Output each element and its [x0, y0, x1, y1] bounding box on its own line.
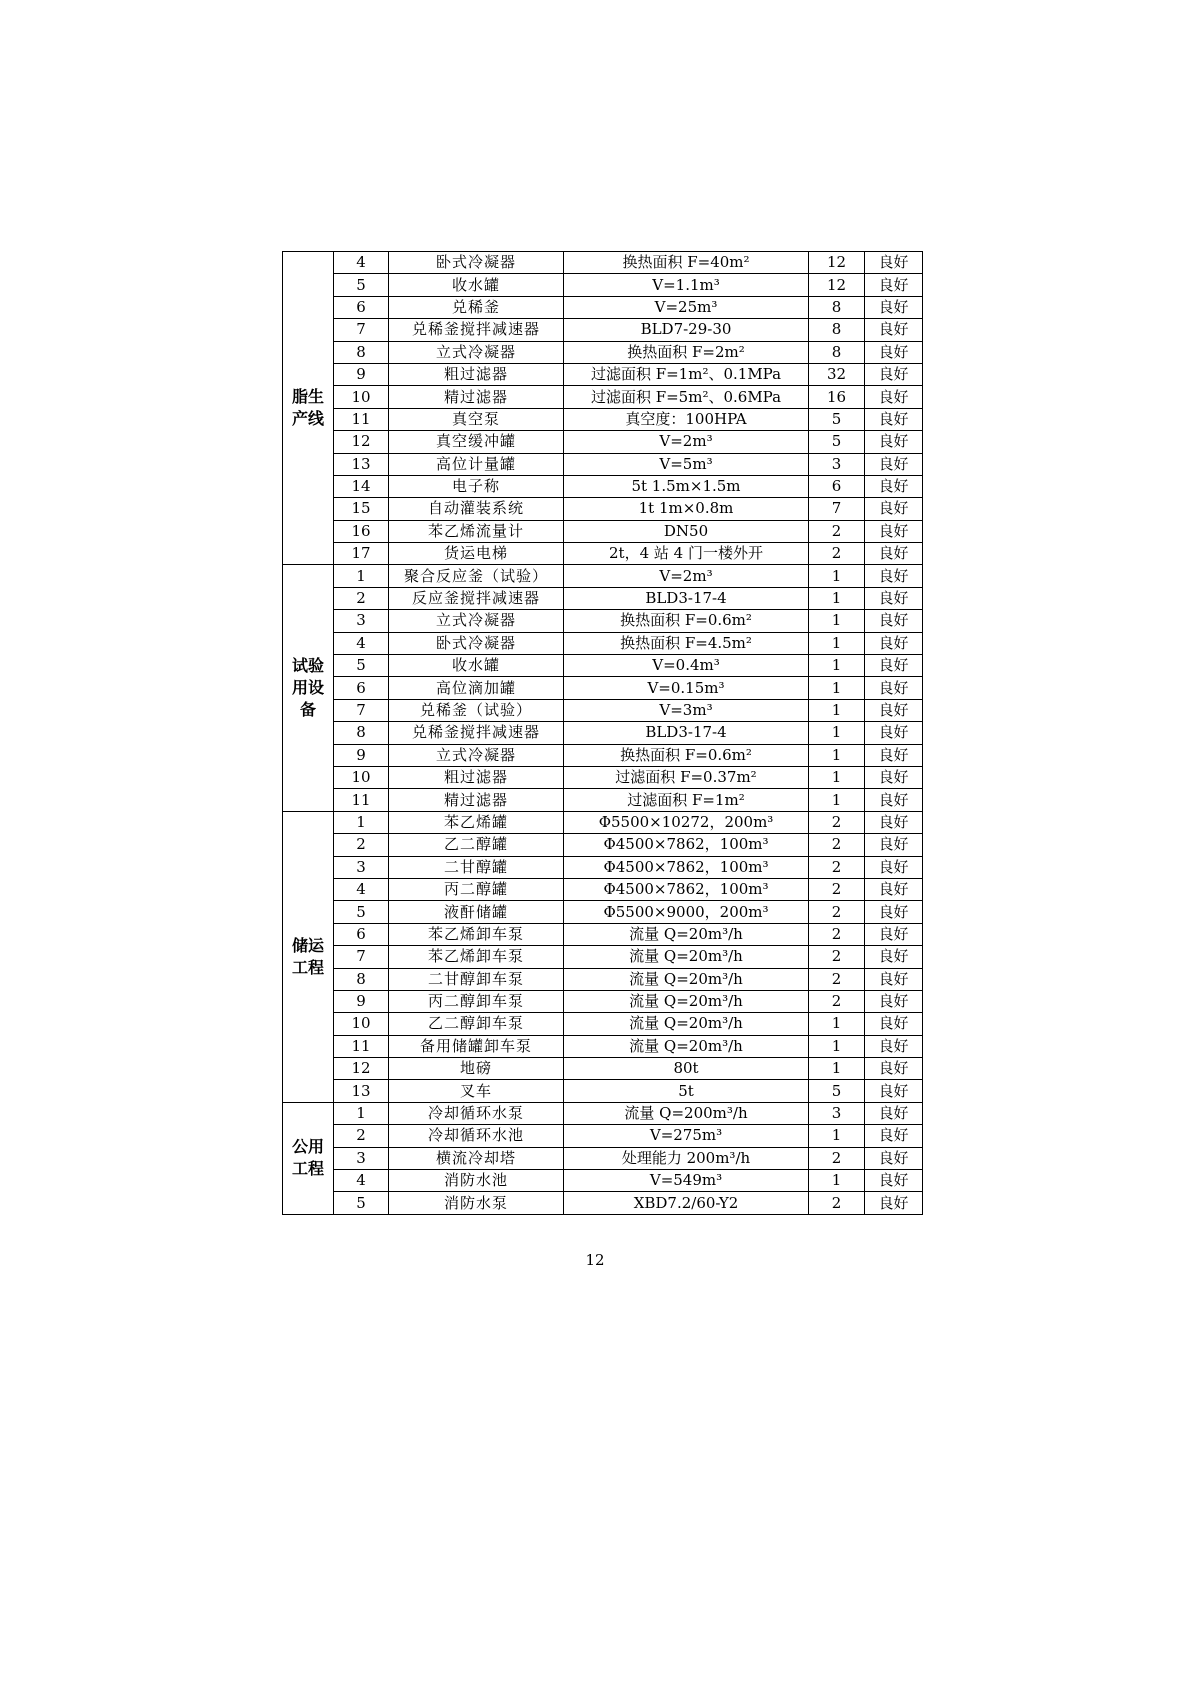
- specification: V=0.15m³: [564, 677, 809, 699]
- table-row: [283, 252, 923, 274]
- equipment-name: 消防水泵: [389, 1192, 564, 1214]
- row-number: 16: [334, 520, 389, 542]
- group-label: [283, 252, 334, 565]
- equipment-name: 卧式冷凝器: [389, 632, 564, 654]
- table-row: [283, 386, 923, 408]
- table-row: [283, 408, 923, 430]
- row-number: 10: [334, 766, 389, 788]
- equipment-name: 立式冷凝器: [389, 610, 564, 632]
- row-number: 9: [334, 363, 389, 385]
- quantity: 8: [809, 296, 865, 318]
- specification: V=2m³: [564, 431, 809, 453]
- table-row: [283, 699, 923, 721]
- quantity: 12: [809, 252, 865, 274]
- quantity: 32: [809, 363, 865, 385]
- table-row: [283, 1125, 923, 1147]
- row-number: 2: [334, 587, 389, 609]
- table-row: [283, 811, 923, 833]
- quantity: 12: [809, 274, 865, 296]
- quantity: 1: [809, 655, 865, 677]
- specification: XBD7.2/60-Y2: [564, 1192, 809, 1214]
- specification: 5t 1.5m×1.5m: [564, 475, 809, 497]
- row-number: 10: [334, 386, 389, 408]
- row-number: 7: [334, 946, 389, 968]
- quantity: 1: [809, 722, 865, 744]
- quantity: 1: [809, 1058, 865, 1080]
- equipment-name: 高位计量罐: [389, 453, 564, 475]
- condition: 良好: [865, 587, 923, 609]
- row-number: 1: [334, 1102, 389, 1124]
- specification: 流量 Q=20m³/h: [564, 923, 809, 945]
- quantity: 5: [809, 408, 865, 430]
- equipment-name: 乙二醇卸车泵: [389, 1013, 564, 1035]
- row-number: 12: [334, 431, 389, 453]
- row-number: 10: [334, 1013, 389, 1035]
- table-row: [283, 946, 923, 968]
- table-row: [283, 923, 923, 945]
- condition: 良好: [865, 968, 923, 990]
- row-number: 15: [334, 498, 389, 520]
- equipment-name: 粗过滤器: [389, 363, 564, 385]
- condition: 良好: [865, 1170, 923, 1192]
- equipment-name: 乙二醇罐: [389, 834, 564, 856]
- quantity: 2: [809, 520, 865, 542]
- condition: 良好: [865, 610, 923, 632]
- condition: 良好: [865, 632, 923, 654]
- specification: 1t 1m×0.8m: [564, 498, 809, 520]
- table-row: [283, 901, 923, 923]
- row-number: 7: [334, 699, 389, 721]
- page-number: 12: [585, 1251, 605, 1269]
- equipment-name: 横流冷却塔: [389, 1147, 564, 1169]
- condition: 良好: [865, 1080, 923, 1102]
- table-row: [283, 968, 923, 990]
- quantity: 1: [809, 1035, 865, 1057]
- specification: V=275m³: [564, 1125, 809, 1147]
- table-row: [283, 834, 923, 856]
- table-row: [283, 296, 923, 318]
- row-number: 4: [334, 252, 389, 274]
- equipment-name: 苯乙烯罐: [389, 811, 564, 833]
- table-row: [283, 1080, 923, 1102]
- quantity: 6: [809, 475, 865, 497]
- condition: 良好: [865, 766, 923, 788]
- condition: 良好: [865, 1192, 923, 1214]
- condition: 良好: [865, 1035, 923, 1057]
- quantity: 2: [809, 1147, 865, 1169]
- quantity: 3: [809, 1102, 865, 1124]
- equipment-name: 冷却循环水泵: [389, 1102, 564, 1124]
- group-label-text: 储运工程: [291, 935, 324, 977]
- group-label: [283, 811, 334, 1102]
- condition: 良好: [865, 834, 923, 856]
- quantity: 1: [809, 1013, 865, 1035]
- row-number: 4: [334, 1170, 389, 1192]
- equipment-name: 兑稀釜（试验）: [389, 699, 564, 721]
- row-number: 3: [334, 610, 389, 632]
- equipment-name: 反应釜搅拌减速器: [389, 587, 564, 609]
- condition: 良好: [865, 722, 923, 744]
- condition: 良好: [865, 1013, 923, 1035]
- quantity: 2: [809, 901, 865, 923]
- condition: 良好: [865, 811, 923, 833]
- table-row: [283, 677, 923, 699]
- specification: Φ5500×9000，200m³: [564, 901, 809, 923]
- quantity: 2: [809, 811, 865, 833]
- table-row: [283, 274, 923, 296]
- row-number: 11: [334, 1035, 389, 1057]
- specification: Φ5500×10272，200m³: [564, 811, 809, 833]
- equipment-name: 收水罐: [389, 274, 564, 296]
- quantity: 1: [809, 565, 865, 587]
- specification: DN50: [564, 520, 809, 542]
- table-row: [283, 363, 923, 385]
- quantity: 2: [809, 543, 865, 565]
- table-row: [283, 990, 923, 1012]
- table-row: [283, 341, 923, 363]
- specification: 流量 Q=20m³/h: [564, 990, 809, 1012]
- condition: 良好: [865, 475, 923, 497]
- row-number: 11: [334, 789, 389, 811]
- row-number: 11: [334, 408, 389, 430]
- table-row: [283, 1102, 923, 1124]
- specification: V=1.1m³: [564, 274, 809, 296]
- table-row: [283, 744, 923, 766]
- row-number: 6: [334, 677, 389, 699]
- condition: 良好: [865, 453, 923, 475]
- equipment-name: 收水罐: [389, 655, 564, 677]
- equipment-name: 二甘醇卸车泵: [389, 968, 564, 990]
- table-row: [283, 655, 923, 677]
- row-number: 9: [334, 744, 389, 766]
- condition: 良好: [865, 363, 923, 385]
- equipment-name: 精过滤器: [389, 789, 564, 811]
- quantity: 1: [809, 1125, 865, 1147]
- specification: 流量 Q=20m³/h: [564, 1013, 809, 1035]
- specification: 换热面积 F=0.6m²: [564, 744, 809, 766]
- quantity: 1: [809, 632, 865, 654]
- condition: 良好: [865, 386, 923, 408]
- specification: Φ4500×7862，100m³: [564, 834, 809, 856]
- equipment-name: 兑稀釜: [389, 296, 564, 318]
- table-row: [283, 722, 923, 744]
- condition: 良好: [865, 744, 923, 766]
- equipment-name: 真空泵: [389, 408, 564, 430]
- row-number: 17: [334, 543, 389, 565]
- table-row: [283, 766, 923, 788]
- condition: 良好: [865, 296, 923, 318]
- equipment-name: 精过滤器: [389, 386, 564, 408]
- row-number: 2: [334, 834, 389, 856]
- quantity: 2: [809, 968, 865, 990]
- row-number: 5: [334, 901, 389, 923]
- table-row: [283, 1035, 923, 1057]
- specification: V=2m³: [564, 565, 809, 587]
- table-row: [283, 1170, 923, 1192]
- condition: 良好: [865, 520, 923, 542]
- table-row: [283, 498, 923, 520]
- quantity: 1: [809, 744, 865, 766]
- specification: V=5m³: [564, 453, 809, 475]
- specification: 流量 Q=20m³/h: [564, 968, 809, 990]
- specification: 处理能力 200m³/h: [564, 1147, 809, 1169]
- condition: 良好: [865, 946, 923, 968]
- table-row: [283, 610, 923, 632]
- equipment-name: 兑稀釜搅拌减速器: [389, 722, 564, 744]
- table-row: [283, 789, 923, 811]
- quantity: 8: [809, 341, 865, 363]
- specification: 流量 Q=200m³/h: [564, 1102, 809, 1124]
- quantity: 1: [809, 766, 865, 788]
- condition: 良好: [865, 274, 923, 296]
- group-label-text: 脂生产线: [291, 387, 324, 429]
- table-row: [283, 1192, 923, 1214]
- quantity: 1: [809, 699, 865, 721]
- quantity: 1: [809, 1170, 865, 1192]
- row-number: 6: [334, 923, 389, 945]
- equipment-name: 高位滴加罐: [389, 677, 564, 699]
- quantity: 1: [809, 587, 865, 609]
- table-row: [283, 1147, 923, 1169]
- condition: 良好: [865, 856, 923, 878]
- condition: 良好: [865, 252, 923, 274]
- row-number: 13: [334, 453, 389, 475]
- equipment-name: 苯乙烯流量计: [389, 520, 564, 542]
- specification: Φ4500×7862，100m³: [564, 856, 809, 878]
- specification: V=549m³: [564, 1170, 809, 1192]
- quantity: 5: [809, 1080, 865, 1102]
- row-number: 2: [334, 1125, 389, 1147]
- specification: 流量 Q=20m³/h: [564, 1035, 809, 1057]
- condition: 良好: [865, 1147, 923, 1169]
- table-row: [283, 1013, 923, 1035]
- equipment-name: 兑稀釜搅拌减速器: [389, 319, 564, 341]
- table-row: [283, 565, 923, 587]
- equipment-name: 丙二醇罐: [389, 878, 564, 900]
- condition: 良好: [865, 789, 923, 811]
- specification: Φ4500×7862，100m³: [564, 878, 809, 900]
- row-number: 8: [334, 341, 389, 363]
- specification: V=25m³: [564, 296, 809, 318]
- row-number: 5: [334, 1192, 389, 1214]
- quantity: 2: [809, 856, 865, 878]
- equipment-name: 苯乙烯卸车泵: [389, 923, 564, 945]
- quantity: 16: [809, 386, 865, 408]
- specification: BLD3-17-4: [564, 587, 809, 609]
- row-number: 14: [334, 475, 389, 497]
- row-number: 9: [334, 990, 389, 1012]
- condition: 良好: [865, 319, 923, 341]
- row-number: 3: [334, 1147, 389, 1169]
- condition: 良好: [865, 878, 923, 900]
- group-label: [283, 1102, 334, 1214]
- table-row: [283, 543, 923, 565]
- condition: 良好: [865, 498, 923, 520]
- condition: 良好: [865, 1102, 923, 1124]
- quantity: 7: [809, 498, 865, 520]
- specification: V=3m³: [564, 699, 809, 721]
- equipment-name: 地磅: [389, 1058, 564, 1080]
- equipment-name: 立式冷凝器: [389, 744, 564, 766]
- condition: 良好: [865, 408, 923, 430]
- specification: 过滤面积 F=0.37m²: [564, 766, 809, 788]
- quantity: 2: [809, 1192, 865, 1214]
- equipment-name: 卧式冷凝器: [389, 252, 564, 274]
- row-number: 4: [334, 632, 389, 654]
- equipment-name: 聚合反应釜（试验）: [389, 565, 564, 587]
- quantity: 1: [809, 610, 865, 632]
- equipment-name: 冷却循环水池: [389, 1125, 564, 1147]
- equipment-name: 真空缓冲罐: [389, 431, 564, 453]
- row-number: 12: [334, 1058, 389, 1080]
- quantity: 2: [809, 946, 865, 968]
- specification: 5t: [564, 1080, 809, 1102]
- quantity: 5: [809, 431, 865, 453]
- group-label: [283, 565, 334, 811]
- quantity: 8: [809, 319, 865, 341]
- specification: 流量 Q=20m³/h: [564, 946, 809, 968]
- equipment-name: 自动灌装系统: [389, 498, 564, 520]
- row-number: 13: [334, 1080, 389, 1102]
- row-number: 8: [334, 968, 389, 990]
- condition: 良好: [865, 990, 923, 1012]
- row-number: 1: [334, 565, 389, 587]
- quantity: 2: [809, 923, 865, 945]
- condition: 良好: [865, 341, 923, 363]
- table-row: [283, 319, 923, 341]
- specification: 真空度：100HPA: [564, 408, 809, 430]
- group-label-text: 试验用设备: [291, 656, 324, 720]
- row-number: 6: [334, 296, 389, 318]
- specification: 换热面积 F=0.6m²: [564, 610, 809, 632]
- quantity: 1: [809, 789, 865, 811]
- equipment-name: 立式冷凝器: [389, 341, 564, 363]
- condition: 良好: [865, 901, 923, 923]
- equipment-name: 液酐储罐: [389, 901, 564, 923]
- equipment-name: 丙二醇卸车泵: [389, 990, 564, 1012]
- table-row: [283, 632, 923, 654]
- row-number: 5: [334, 655, 389, 677]
- quantity: 1: [809, 677, 865, 699]
- table-row: [283, 587, 923, 609]
- table-row: [283, 856, 923, 878]
- condition: 良好: [865, 431, 923, 453]
- condition: 良好: [865, 1125, 923, 1147]
- row-number: 4: [334, 878, 389, 900]
- specification: 过滤面积 F=1m²: [564, 789, 809, 811]
- condition: 良好: [865, 543, 923, 565]
- row-number: 5: [334, 274, 389, 296]
- row-number: 1: [334, 811, 389, 833]
- equipment-name: 消防水池: [389, 1170, 564, 1192]
- row-number: 3: [334, 856, 389, 878]
- quantity: 2: [809, 834, 865, 856]
- equipment-name: 粗过滤器: [389, 766, 564, 788]
- condition: 良好: [865, 923, 923, 945]
- equipment-name: 备用储罐卸车泵: [389, 1035, 564, 1057]
- table-row: [283, 878, 923, 900]
- specification: 换热面积 F=4.5m²: [564, 632, 809, 654]
- specification: 换热面积 F=40m²: [564, 252, 809, 274]
- table-row: [283, 475, 923, 497]
- condition: 良好: [865, 565, 923, 587]
- specification: 80t: [564, 1058, 809, 1080]
- specification: 换热面积 F=2m²: [564, 341, 809, 363]
- quantity: 3: [809, 453, 865, 475]
- row-number: 8: [334, 722, 389, 744]
- specification: 过滤面积 F=5m²、0.6MPa: [564, 386, 809, 408]
- condition: 良好: [865, 1058, 923, 1080]
- condition: 良好: [865, 677, 923, 699]
- specification: BLD3-17-4: [564, 722, 809, 744]
- equipment-table: [282, 251, 923, 1215]
- condition: 良好: [865, 655, 923, 677]
- specification: BLD7-29-30: [564, 319, 809, 341]
- quantity: 2: [809, 878, 865, 900]
- specification: 2t，4 站 4 门一楼外开: [564, 543, 809, 565]
- equipment-name: 二甘醇罐: [389, 856, 564, 878]
- equipment-name: 货运电梯: [389, 543, 564, 565]
- table-row: [283, 520, 923, 542]
- specification: V=0.4m³: [564, 655, 809, 677]
- group-label-text: 公用工程: [291, 1137, 324, 1179]
- equipment-name: 苯乙烯卸车泵: [389, 946, 564, 968]
- table-row: [283, 453, 923, 475]
- row-number: 7: [334, 319, 389, 341]
- table-row: [283, 1058, 923, 1080]
- quantity: 2: [809, 990, 865, 1012]
- equipment-name: 电子称: [389, 475, 564, 497]
- condition: 良好: [865, 699, 923, 721]
- equipment-name: 叉车: [389, 1080, 564, 1102]
- table-row: [283, 431, 923, 453]
- specification: 过滤面积 F=1m²、0.1MPa: [564, 363, 809, 385]
